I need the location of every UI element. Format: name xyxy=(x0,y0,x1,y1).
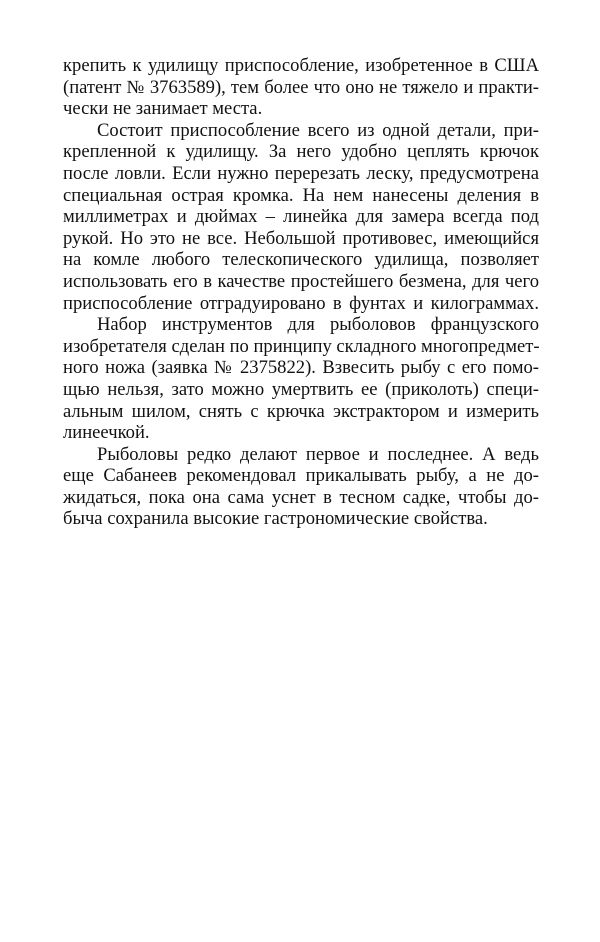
text-line: еще Сабанеев рекомендовал прикалывать рыбу, а не до- xyxy=(63,465,539,487)
text-line: чески не занимает места. xyxy=(63,98,263,120)
paragraph-1 xyxy=(63,55,539,120)
text-line: приспособление отградуировано в фунтах и килограммах. xyxy=(63,292,539,314)
text-line: крепленной к удилищу. За него удобно цеплять крючок xyxy=(63,141,539,163)
page-text-column xyxy=(63,55,539,530)
text-line: на комле любого телескопического удилища, позволяет xyxy=(63,249,539,271)
text-line: Состоит приспособление всего из одной детали, при- xyxy=(97,119,539,141)
text-line: рукой. Но это не все. Небольшой противовес, имеющийся xyxy=(63,227,539,249)
paragraph-3 xyxy=(63,314,539,444)
text-line: жидаться, пока она сама уснет в тесном садке, чтобы до- xyxy=(63,486,539,508)
text-line: специальная острая кромка. На нем нанесены деления в xyxy=(63,184,539,206)
text-line: использовать его в качестве простейшего безмена, для чего xyxy=(63,270,539,292)
text-line: Рыболовы редко делают первое и последнее. А ведь xyxy=(97,443,539,465)
text-line: линеечкой. xyxy=(63,422,150,444)
text-line: после ловли. Если нужно перерезать леску, предусмотрена xyxy=(63,162,539,184)
paragraph-4 xyxy=(63,444,539,530)
paragraph-2 xyxy=(63,120,539,314)
text-line: (патент № 3763589), тем более что оно не тяжело и практи- xyxy=(63,76,539,98)
text-line: изобретателя сделан по принципу складного многопредмет- xyxy=(63,335,540,357)
text-line: альным шилом, снять с крючка экстрактором и измерить xyxy=(63,400,539,422)
text-line: щью нельзя, зато можно умертвить ее (приколоть) специ- xyxy=(63,378,539,400)
text-line: ного ножа (заявка № 2375822). Взвесить рыбу с его помо- xyxy=(63,357,539,379)
text-line: крепить к удилищу приспособление, изобретенное в США xyxy=(63,55,539,76)
text-line: Набор инструментов для рыболовов французского xyxy=(97,314,539,336)
text-line: миллиметрах и дюймах – линейка для замера всегда под xyxy=(63,206,539,228)
text-line: быча сохранила высокие гастрономические свойства. xyxy=(63,508,488,530)
